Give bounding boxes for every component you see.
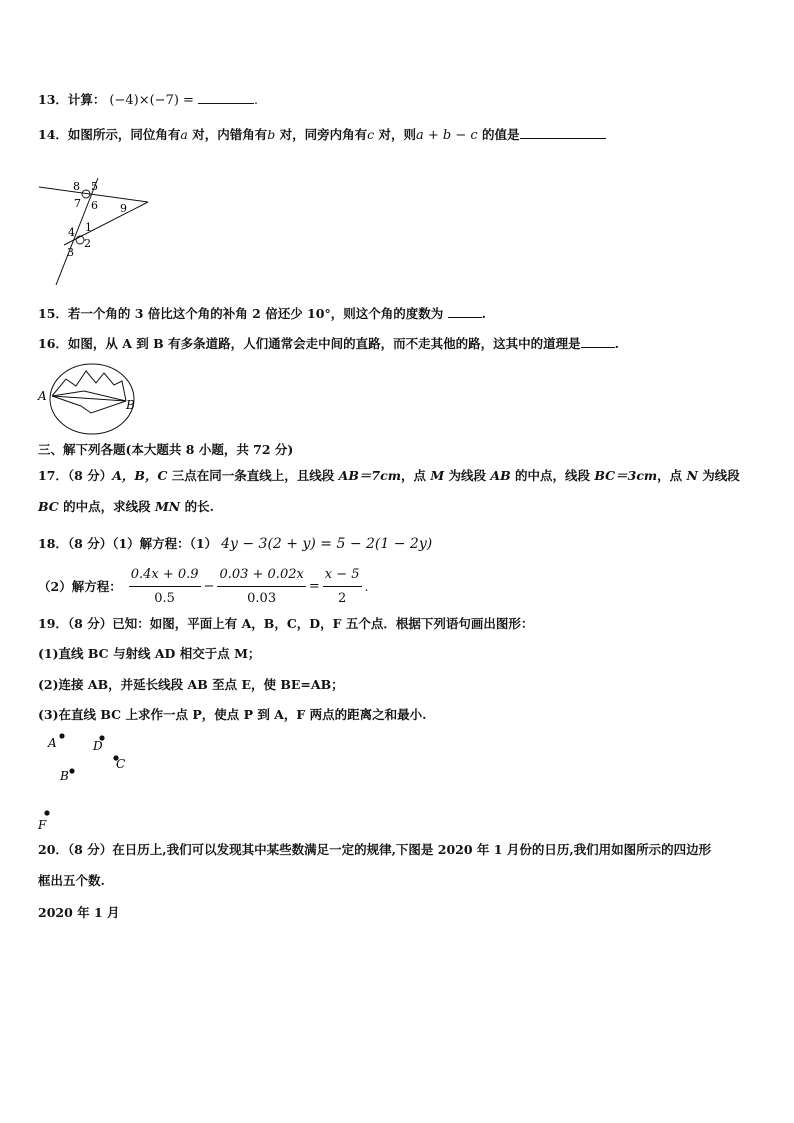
q19-step-2: (2)连接 AB，并延长线段 AB 至点 E，使 BE=AB； [38, 677, 344, 692]
fraction-2 [217, 566, 305, 608]
point-a-label: A [38, 389, 47, 403]
answer-blank[interactable] [198, 90, 254, 104]
question-text: 的中点，线段 [510, 468, 595, 483]
point-label: F [38, 818, 47, 830]
question-20-line1 [38, 842, 711, 858]
period: . [481, 306, 486, 321]
question-17-line1 [38, 468, 740, 484]
answer-blank[interactable] [448, 304, 482, 318]
bc-length: BC＝3cm [594, 468, 658, 483]
question-13 [38, 90, 258, 109]
points-abc: A，B，C [112, 468, 168, 483]
points: （8 分） [67, 536, 113, 551]
angle-label: 9 [120, 202, 127, 215]
question-text: 的值是 [477, 127, 520, 142]
question-number: 17． [38, 468, 68, 483]
numerator: 0.03 + 0.02x [217, 566, 305, 587]
equals-sign: = [308, 579, 320, 594]
question-14 [38, 125, 606, 144]
segment-ab: AB [490, 468, 511, 483]
angle-label: 1 [85, 221, 92, 234]
question-15 [38, 304, 486, 322]
point-b-label: B [126, 398, 135, 412]
question-text: 如图，从 A 到 B 有多条道路，人们通常会走中间的直路，而不走其他的路，这其中的道理是 [67, 336, 581, 351]
q19-step-1: (1)直线 BC 与射线 AD 相交于点 M； [38, 646, 261, 661]
question-number: 16． [38, 336, 68, 351]
points-figure [36, 730, 146, 830]
ab-length: AB＝7cm [338, 468, 401, 483]
points: （8 分） [67, 842, 113, 857]
question-text: 为线段 [444, 468, 491, 483]
numerator: x − 5 [323, 566, 362, 587]
question-19 [38, 616, 533, 632]
question-number: 18． [38, 536, 68, 551]
var-a: a [180, 127, 188, 142]
points: （8 分） [67, 468, 113, 483]
question-number: 13． [38, 92, 68, 107]
question-label: 计算： [67, 92, 106, 107]
points: （8 分） [67, 616, 113, 631]
denominator: 0.5 [154, 591, 175, 606]
question-number: 20． [38, 842, 68, 857]
denominator: 2 [337, 591, 347, 606]
question-18-part1 [38, 536, 432, 552]
minus-sign: − [203, 579, 215, 594]
equation-1: 4y − 3(2 + y) = 5 − 2(1 − 2y) [221, 536, 433, 552]
angle-label: 2 [84, 237, 91, 250]
q19-step-3: (3)在直线 BC 上求作一点 P，使点 P 到 A，F 两点的距离之和最小. [38, 707, 427, 722]
var-b: b [267, 127, 276, 142]
point-n: N [686, 468, 698, 483]
period: . [253, 92, 258, 107]
answer-blank[interactable] [520, 125, 606, 139]
question-text: 为线段 [697, 468, 740, 483]
question-text: 已知：如图，平面上有 A，B，C，D，F 五个点．根据下列语句画出图形： [112, 616, 534, 631]
point-label: C [116, 757, 126, 771]
question-text: 的中点，求线段 [58, 499, 155, 514]
numerator: 0.4x + 0.9 [129, 566, 201, 587]
point-m: M [430, 468, 445, 483]
fraction-3 [323, 566, 362, 608]
point-label: D [93, 739, 103, 753]
angle-label: 7 [74, 197, 81, 210]
var-c: c [367, 127, 375, 142]
roads-figure [36, 361, 146, 441]
expression: (−4)×(−7) = [109, 93, 194, 108]
point-label: B [60, 769, 69, 783]
question-text: 在日历上,我们可以发现其中某些数满足一定的规律,下图是 2020 年 1 月份的日历,我们用如图所示的四边形 [112, 842, 712, 857]
calendar-caption: 2020 年 1 月 [38, 905, 120, 920]
question-text: 若一个角的 3 倍比这个角的补角 2 倍还少 10°，则这个角的度数为 [67, 306, 444, 321]
segment-bc: BC [38, 499, 59, 514]
angle-label: 8 [73, 180, 80, 193]
question-text: 对，同旁内角有 [275, 127, 368, 142]
period: . [614, 336, 619, 351]
angle-label: 3 [67, 246, 74, 259]
question-17-line2 [38, 499, 214, 515]
question-20-line2: 框出五个数. [38, 873, 105, 888]
question-number: 15． [38, 306, 68, 321]
angle-label: 5 [91, 180, 98, 193]
section-title: 三、解下列各题(本大题共 8 小题，共 72 分) [38, 442, 294, 457]
question-text: 对，内错角有 [187, 127, 268, 142]
question-number: 14． [38, 127, 68, 142]
answer-blank[interactable] [581, 334, 615, 348]
question-text: 如图所示，同位角有 [67, 127, 181, 142]
question-text: ，点 [400, 468, 431, 483]
point-label: A [48, 736, 57, 750]
question-16 [38, 334, 619, 352]
part2-label: （2）解方程： [38, 579, 122, 594]
question-text: ，点 [657, 468, 687, 483]
period: . [364, 579, 369, 594]
segment-mn: MN [154, 499, 181, 514]
question-text: 三点在同一条直线上，且线段 [167, 468, 339, 483]
question-text: 的长. [180, 499, 214, 514]
part1-label: （1）解方程：（1） [112, 536, 218, 551]
expression: a + b − c [415, 128, 478, 143]
angle-label: 4 [68, 226, 75, 239]
question-18-part2 [38, 566, 368, 608]
question-text: 对，则 [374, 127, 416, 142]
fraction-1 [129, 566, 201, 608]
angle-figure [36, 175, 166, 285]
question-number: 19． [38, 616, 68, 631]
angle-label: 6 [91, 199, 98, 212]
denominator: 0.03 [247, 591, 277, 606]
